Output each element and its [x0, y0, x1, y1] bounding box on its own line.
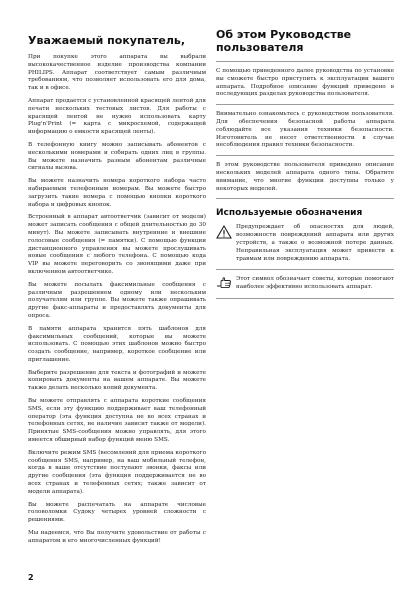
divider [216, 61, 394, 62]
paragraph: Внимательно ознакомьтесь с руководством пользователя. Для обеспечения безопасной работы аппарата соблюдайте все указания техники безопасности. Изготовитель не несет ответственности в случае несоблюдения правил техники безопасности. [216, 111, 394, 149]
divider [216, 298, 394, 299]
paragraph: Вы можете распечатать на аппарате числовые головоломки Судоку четырех уровней сложности с решениями. [28, 501, 206, 524]
left-column [28, 34, 206, 551]
tip-text: Этот символ обозначает советы, которые помогают наиболее эффективно использовать аппарат. [236, 276, 394, 291]
tip-hand-icon [216, 276, 232, 290]
paragraph: Мы надеемся, что Вы получите удовольствие от работы с аппаратом и его многочисленных функций! [28, 530, 206, 544]
divider [216, 269, 394, 270]
warning-triangle-icon [216, 224, 232, 238]
greeting-heading: Уважаемый покупатель, [28, 34, 186, 47]
warning-text: Предупреждает об опасностях для людей, возможности повреждений аппарата или других устройств, а также о возможной потере данных. Неправильная эксплуатация может привести к травмам или повреждению аппарата. [236, 224, 394, 262]
paragraph: Встроенный в аппарат автоответчик (зависит от модели) может записать сообщения с общей длительностью до 30 минут). Вы можете записывать внутренние и внешние голосовые сообщения (= памятки). С помощью функции дистанционного управления вы можете прослушивать новые сообщения с любого телефона. С помощью кода VIP вы можете переговорить со звонящими даже при включенном автоответчике. [28, 214, 206, 275]
tip-note [216, 276, 394, 292]
paragraph: С помощью приведенного далее руководства по установке вы сможете быстро приступить к эксплуатации вашего аппарата. Подробное описание функций приведено в последующих разделах руководства пользователя. [216, 68, 394, 98]
paragraph: Вы можете отправлять с аппарата короткие сообщения SMS, если эту функцию поддерживает ваш телефонный оператор (эта функция доступна не во всех странах и телефонных сетях, не наличие зависит также от модели). Принятые SMS-сообщения можно управлять, для этого имеется обширный набор функций меню SMS. [28, 398, 206, 444]
divider [216, 198, 394, 199]
symbols-heading: Используемые обозначения [216, 208, 363, 219]
warning-note [216, 224, 394, 263]
manual-heading: Об этом Руководстве пользователя [216, 28, 352, 54]
paragraph: Вы можете назначить номера короткого набора часто набираемым телефонным номерам. Вы можете быстро загрузить такие номера с помощью кнопки короткого набора и цифровых кнопок. [28, 178, 206, 208]
paragraph: При покупке этого аппарата вы выбрали высококачественное изделие производства компании PHILIPS. Аппарат соответствует самым различным требованиям, что позволяет использовать его для дома, так и в офисе. [28, 54, 206, 92]
paragraph: Вы можете посылать факсимильные сообщения с различным разрешением одному или нескольким получателям или группе. Вы можете также опрашивать другие факс-аппараты и предоставлять документы для опроса. [28, 281, 206, 319]
page-number: 2 [28, 573, 34, 582]
paragraph: В памяти аппарата хранится пять шаблонов для факсимильных сообщений, которые вы можете использовать. С помощью этих шаблонов можно быстро создать сообщение, например, короткое сообщение или приглашение. [28, 325, 206, 363]
divider [216, 104, 394, 105]
paragraph: Включите режим SMS (весомлений для приема короткого сообщения SMS, например, на ваш мобильный телефон, когда в ваше отсутствие поступают звонки, факсы или другие сообщения (эта функция поддерживается не во всех странах и телефонных сетях; также зависит от модели аппарата). [28, 449, 206, 495]
paragraph: Аппарат продается с установленной красящей лентой для печати нескольких тестовых листов. Для работы с красящей лентой не нужно использовать карту Plug'n'Print (= карта с микросхемой, содержащей информацию о емкости красящей ленты). [28, 97, 206, 136]
right-column [216, 28, 394, 305]
paragraph: В этом руководстве пользователя приведено описание нескольких моделей аппарата одного типа. Обратите внимание, что многие функции доступны только у некоторых моделей. [216, 162, 394, 192]
paragraph: В телефонную книгу можно записывать абонентов с несколькими номерами и собирать одних лиц в группы. Вы можете назначить разным абонентам различные сигналы вызова. [28, 141, 206, 172]
paragraph: Выберите разрешение для текста и фотографий и можете копировать документы на вашем аппарате. Вы можете также делать несколько копий документа. [28, 369, 206, 392]
divider [216, 155, 394, 156]
